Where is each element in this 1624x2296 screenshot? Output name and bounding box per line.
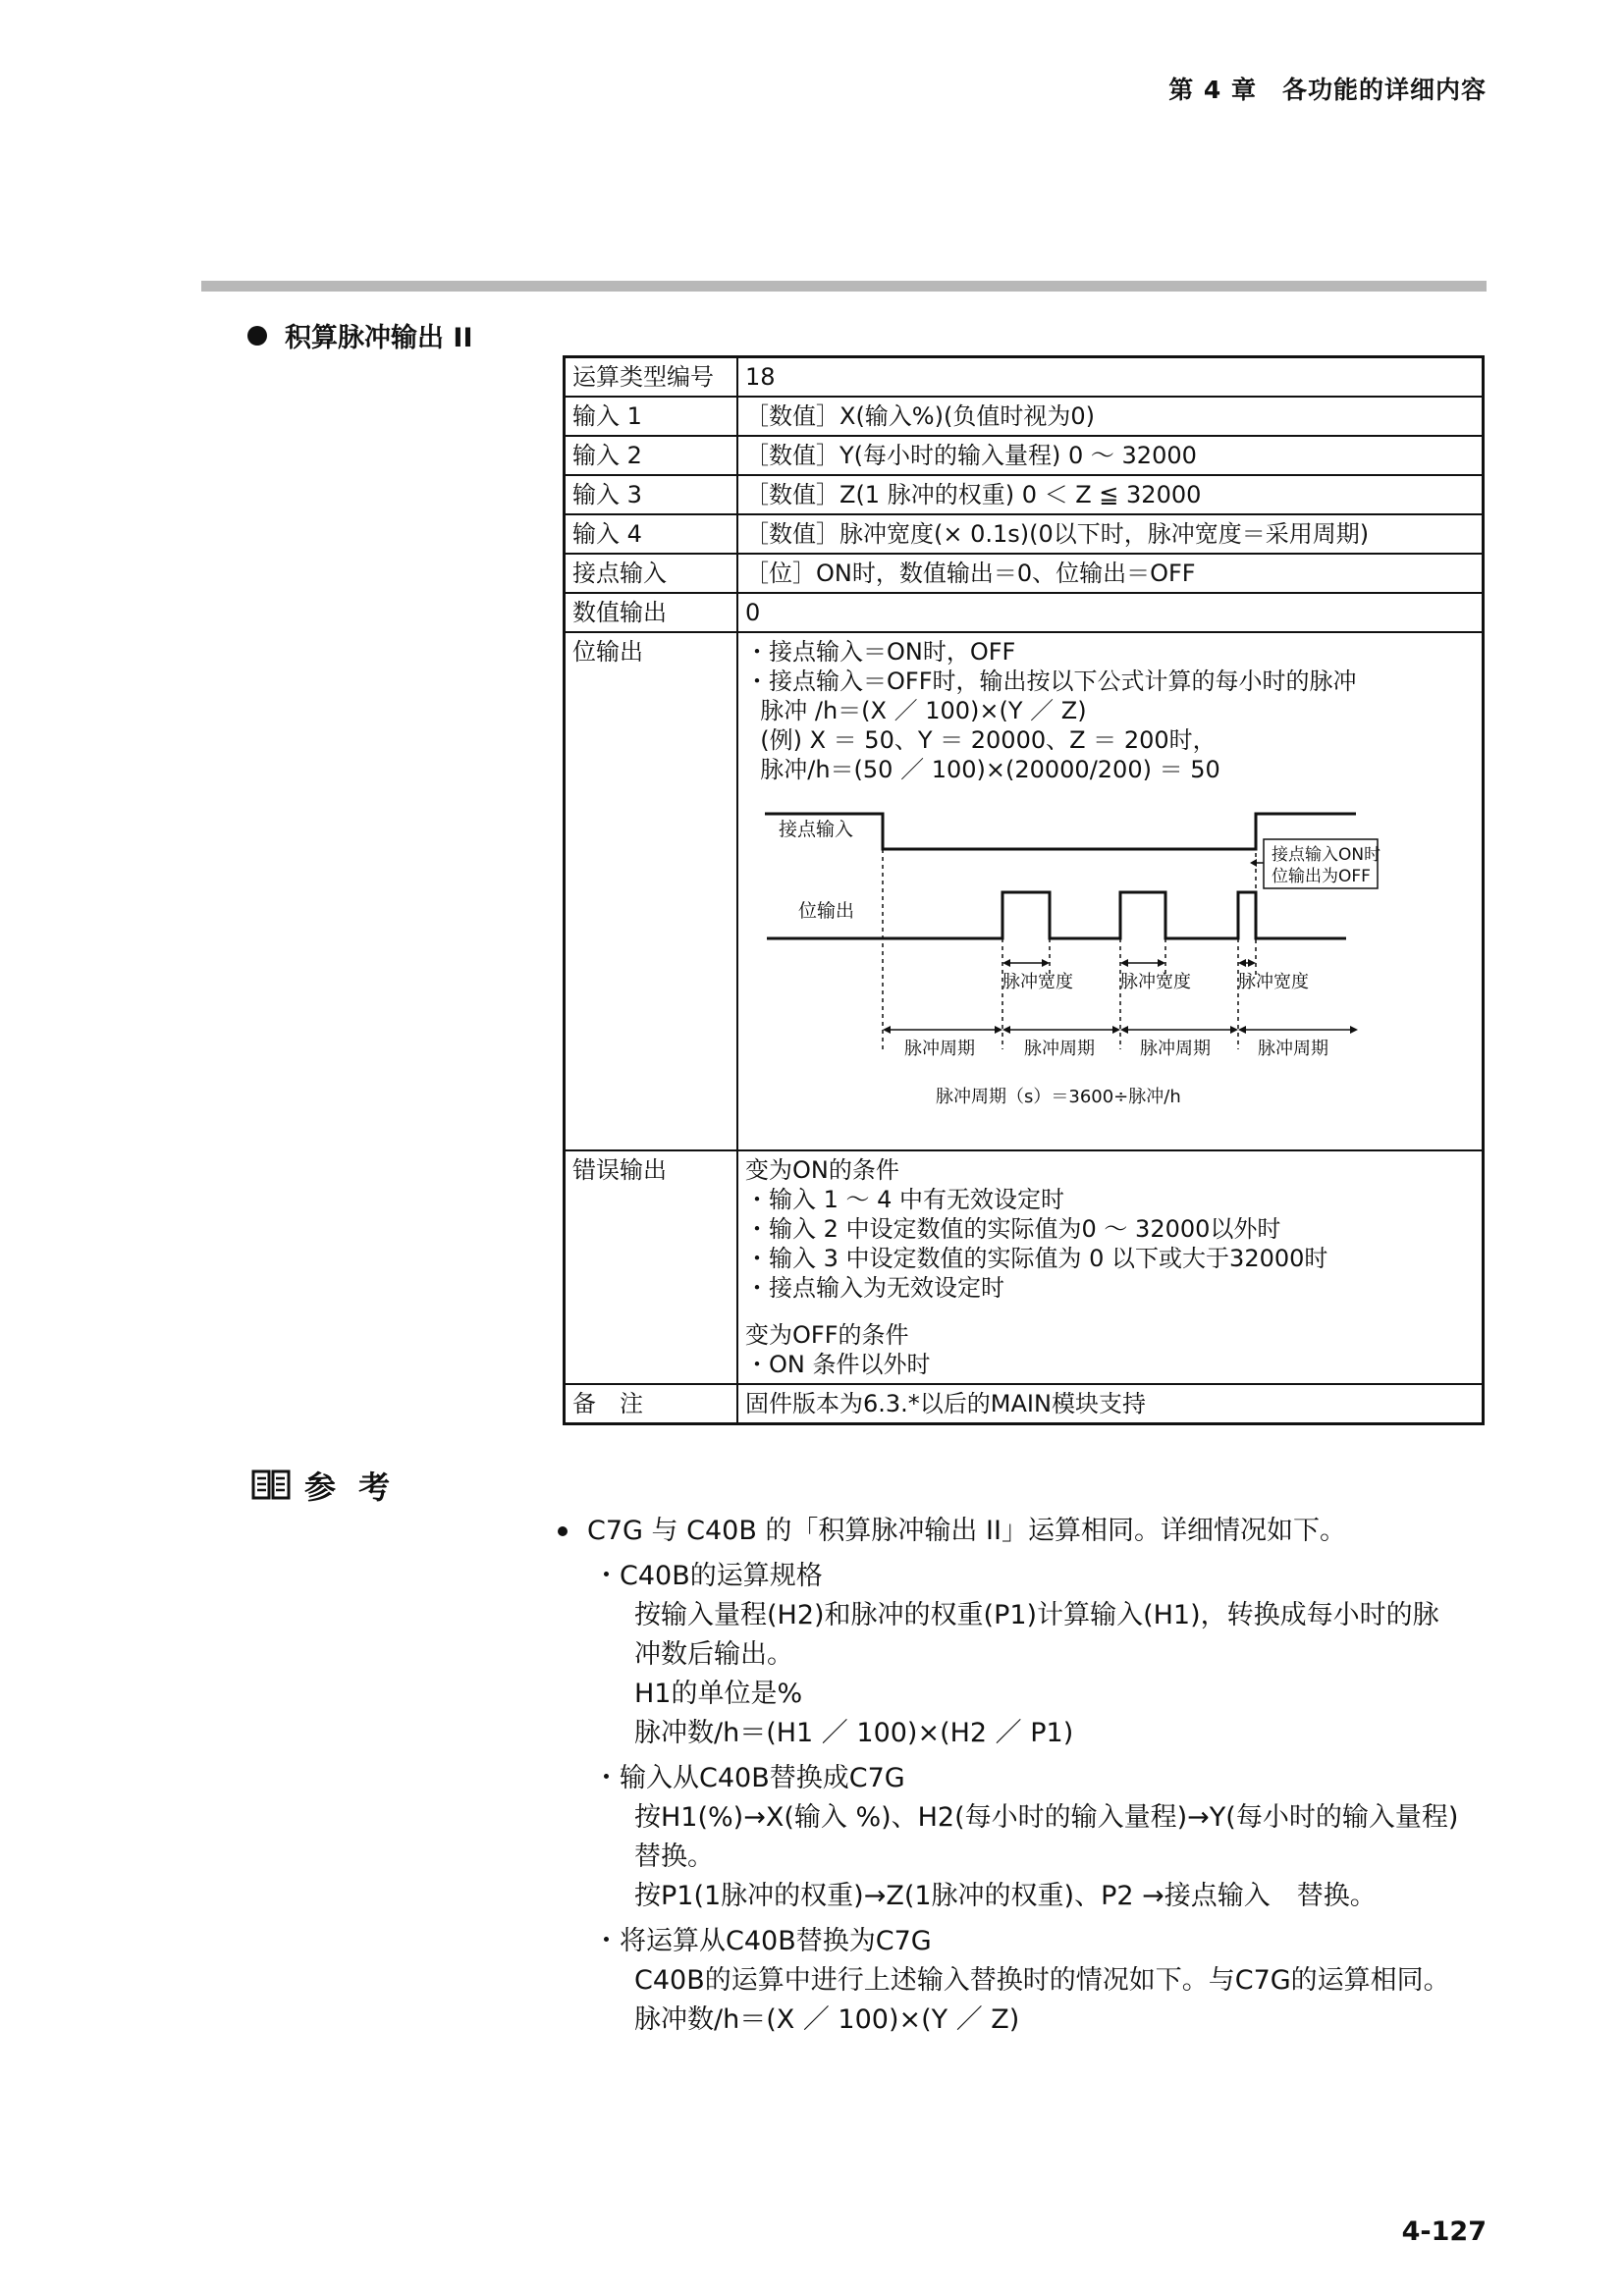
row-key: 输入 1 [565, 397, 738, 436]
table-row-bit-output [565, 632, 1484, 1150]
bullet-icon [247, 326, 267, 346]
row-value [737, 632, 1484, 1150]
row-value: ［数值］Y(每小时的输入量程) 0 ～ 32000 [737, 436, 1484, 475]
reference-line: 按输入量程(H2)和脉冲的权重(P1)计算输入(H1)，转换成每小时的脉 [634, 1600, 1439, 1630]
contact-input-label: 接点输入 [779, 819, 854, 840]
row-value: ［数值］Z(1 脉冲的权重) 0 ＜ Z ≦ 32000 [737, 475, 1484, 514]
text-line: ・ON 条件以外时 [745, 1351, 931, 1378]
text-line: 变为ON的条件 [745, 1156, 899, 1184]
spacer [745, 1303, 1475, 1320]
row-value: 0 [737, 593, 1484, 632]
reference-line: 替换。 [634, 1842, 714, 1872]
guide-lines [883, 849, 1256, 1049]
text-line: ・接点输入为无效设定时 [745, 1274, 1004, 1302]
pulse-period-label-2: 脉冲周期 [1024, 1039, 1095, 1059]
bit-output-label: 位输出 [798, 900, 855, 922]
reference-title: 参 考 [304, 1468, 397, 1506]
row-key: 位输出 [565, 632, 738, 1150]
page-number: 4-127 [1401, 2216, 1487, 2247]
table-row-error-output [565, 1150, 1484, 1384]
row-key: 输入 2 [565, 436, 738, 475]
reference-subhead: ・C40B的运算规格 [593, 1561, 823, 1591]
row-value: ［数值］脉冲宽度(× 0.1s)(0以下时，脉冲宽度＝采用周期) [737, 514, 1484, 554]
text-line: (例) X ＝ 50、Y ＝ 20000、Z ＝ 200时， [745, 726, 1217, 754]
pulse-period-label-3: 脉冲周期 [1140, 1039, 1211, 1059]
text-line: ・输入 3 中设定数值的实际值为 0 以下或大于32000时 [745, 1245, 1328, 1272]
table-row [565, 436, 1484, 475]
spec-table [563, 355, 1485, 1425]
table-row [565, 514, 1484, 554]
text-line: ・接点输入＝ON时，OFF [745, 638, 1016, 666]
reference-line: H1的单位是% [634, 1679, 803, 1709]
row-key: 错误输出 [565, 1150, 738, 1384]
reference-line: 脉冲数/h＝(H1 ／ 100)×(H2 ／ P1) [634, 1718, 1074, 1748]
text-line: ・输入 1 ～ 4 中有无效设定时 [745, 1186, 1065, 1213]
reference-line: 冲数后输出。 [634, 1639, 793, 1670]
section-title-text: 积算脉冲输出 II [285, 323, 473, 353]
section-title [247, 316, 473, 354]
pulse-period-formula: 脉冲周期（s）＝3600÷脉冲/h [936, 1087, 1181, 1107]
reference-line: C40B的运算中进行上述输入替换时的情况如下。与C7G的运算相同。 [634, 1965, 1450, 1996]
reference-body [558, 1512, 1490, 2040]
row-key: 备 注 [565, 1384, 738, 1424]
row-key: 接点输入 [565, 554, 738, 593]
text-line: ・接点输入＝OFF时，输出按以下公式计算的每小时的脉冲 [745, 667, 1357, 695]
pulse-width-label-1: 脉冲宽度 [1002, 972, 1073, 992]
callout-text-2: 位输出为OFF [1272, 867, 1371, 886]
table-row-note [565, 1384, 1484, 1424]
reference-line: 按H1(%)→X(输入 %)、H2(每小时的输入量程)→Y(每小时的输入量程) [634, 1802, 1459, 1833]
row-value: 18 [737, 357, 1484, 398]
row-value: ［数值］X(输入%)(负值时视为0) [737, 397, 1484, 436]
pulse-width-label-3: 脉冲宽度 [1238, 972, 1309, 992]
text-line: 变为OFF的条件 [745, 1321, 909, 1349]
pulse-period-label-1: 脉冲周期 [904, 1039, 975, 1059]
text-line: 脉冲/h＝(50 ／ 100)×(20000/200) ＝ 50 [745, 756, 1220, 783]
chapter-header: 第 4 章 各功能的详细内容 [1168, 76, 1487, 104]
row-value: ［位］ON时，数值输出＝0、位输出＝OFF [737, 554, 1484, 593]
table-row [565, 593, 1484, 632]
book-icon [251, 1468, 291, 1502]
reference-intro-text: C7G 与 C40B 的「积算脉冲输出 II」运算相同。详细情况如下。 [587, 1516, 1346, 1546]
row-key: 输入 3 [565, 475, 738, 514]
reference-line: 按P1(1脉冲的权重)→Z(1脉冲的权重)、P2 →接点输入 替换。 [634, 1881, 1377, 1911]
table-row [565, 357, 1484, 398]
table-row [565, 475, 1484, 514]
row-key: 输入 4 [565, 514, 738, 554]
row-value [737, 1150, 1484, 1384]
pulse-width-label-2: 脉冲宽度 [1120, 972, 1191, 992]
reference-subhead: ・输入从C40B替换成C7G [593, 1763, 905, 1793]
row-key: 数值输出 [565, 593, 738, 632]
table-row [565, 397, 1484, 436]
bullet-icon [558, 1526, 568, 1536]
reference-line: 脉冲数/h＝(X ／ 100)×(Y ／ Z) [634, 2004, 1020, 2035]
row-key: 运算类型编号 [565, 357, 738, 398]
section-divider [201, 281, 1487, 292]
callout-text-1: 接点输入ON时 [1272, 845, 1381, 865]
reference-subhead: ・将运算从C40B替换为C7G [593, 1926, 932, 1956]
row-value: 固件版本为6.3.*以后的MAIN模块支持 [737, 1384, 1484, 1424]
reference-intro [558, 1512, 1490, 1551]
pulse-period-label-4: 脉冲周期 [1258, 1039, 1328, 1059]
reference-heading [251, 1463, 396, 1508]
table-row [565, 554, 1484, 593]
text-line: ・输入 2 中设定数值的实际值为0 ～ 32000以外时 [745, 1215, 1281, 1243]
text-line: 脉冲 /h＝(X ／ 100)×(Y ／ Z) [745, 697, 1087, 724]
pulse-timing-diagram [745, 794, 1383, 1140]
